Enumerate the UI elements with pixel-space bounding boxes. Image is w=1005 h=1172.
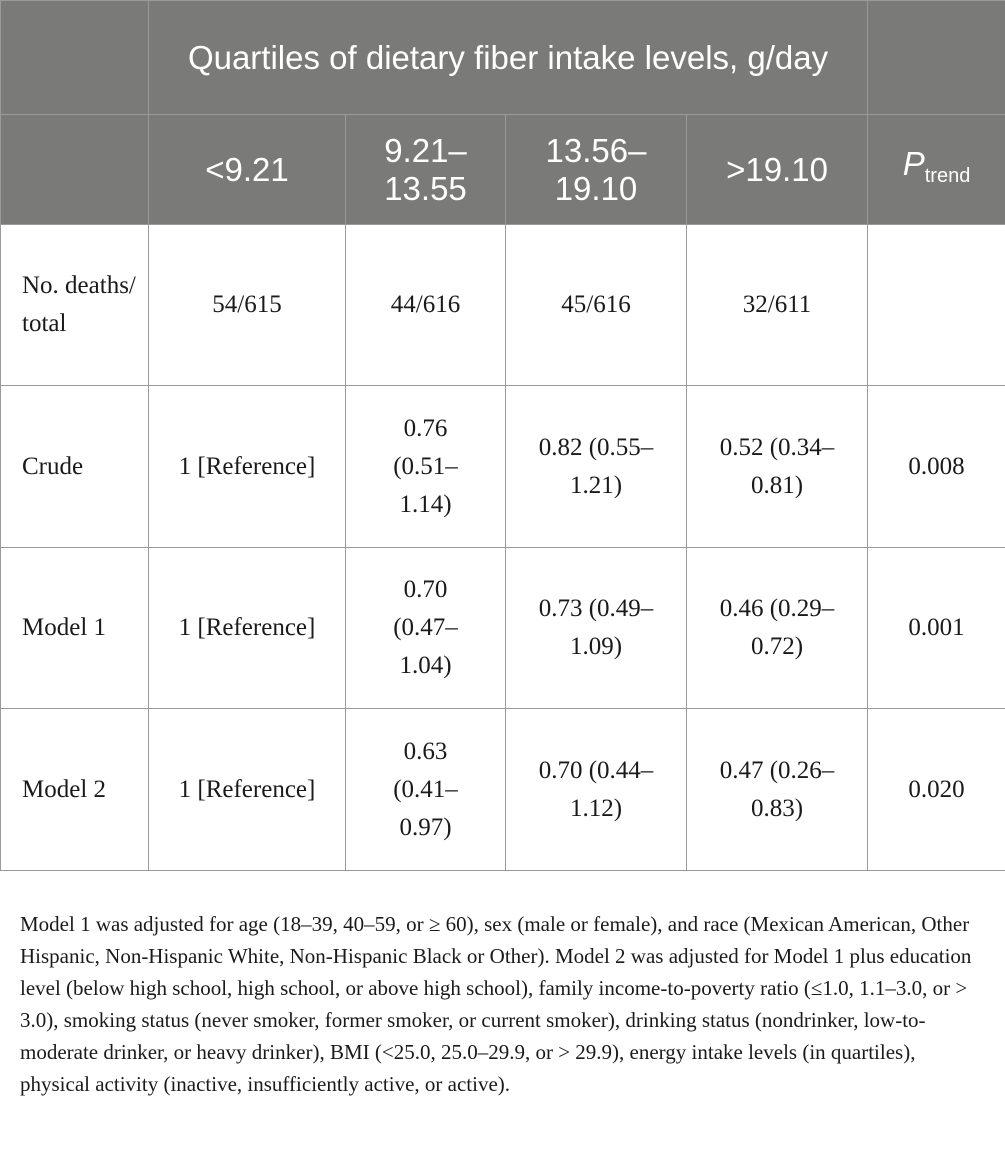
header-empty-cell-right — [868, 1, 1005, 115]
row-label: Crude — [1, 386, 149, 548]
table-cell: 44/616 — [346, 225, 506, 386]
quartiles-group-header: Quartiles of dietary fiber intake levels, g/day — [149, 1, 868, 115]
column-header-q2: 9.21–13.55 — [346, 115, 506, 225]
table-row — [1, 386, 1005, 548]
header-row-group — [1, 1, 1005, 115]
p-trend-cell — [868, 225, 1005, 386]
table-cell: 0.47 (0.26–0.83) — [687, 709, 868, 871]
header-row-columns — [1, 115, 1005, 225]
table-row — [1, 548, 1005, 709]
table-cell: 54/615 — [149, 225, 346, 386]
footnote-text: Model 1 was adjusted for age (18–39, 40–59, or ≥ 60), sex (male or female), and race (Mexican American, Other Hispanic, Non-Hispanic White, Non-Hispanic Black or Other). Model 2 was adjusted for Model 1 plus education level (below high school, high school, or above high school), family income-to-poverty ratio (≤1.0, 1.1–3.0, or > 3.0), smoking status (never smoker, former smoker, or current smoker), drinking status (nondrinker, low-to-moderate drinker, or heavy drinker), BMI (<25.0, 25.0–29.9, or > 29.9), energy intake levels (in quartiles), physical activity (inactive, insufficiently active, or active). — [20, 912, 972, 1096]
table-cell: 0.70 (0.44–1.12) — [506, 709, 687, 871]
table-cell: 0.70 (0.47–1.04) — [346, 548, 506, 709]
table-cell: 1 [Reference] — [149, 548, 346, 709]
table-row — [1, 709, 1005, 871]
row-label: Model 1 — [1, 548, 149, 709]
p-trend-main: P — [902, 144, 925, 182]
table-cell: 1 [Reference] — [149, 386, 346, 548]
p-trend-cell: 0.008 — [868, 386, 1005, 548]
p-trend-cell: 0.020 — [868, 709, 1005, 871]
row-label: No. deaths/ total — [1, 225, 149, 386]
table-cell: 32/611 — [687, 225, 868, 386]
table-row — [1, 225, 1005, 386]
column-header-q1: <9.21 — [149, 115, 346, 225]
table-cell: 0.46 (0.29–0.72) — [687, 548, 868, 709]
column-header-q3: 13.56–19.10 — [506, 115, 687, 225]
p-trend-subscript: trend — [924, 164, 971, 187]
table-cell: 0.73 (0.49–1.09) — [506, 548, 687, 709]
header-empty-label-cell — [1, 115, 149, 225]
table-cell: 1 [Reference] — [149, 709, 346, 871]
header-empty-cell — [1, 1, 149, 115]
column-header-q4: >19.10 — [687, 115, 868, 225]
table-footnote — [20, 908, 990, 1100]
p-trend-cell: 0.001 — [868, 548, 1005, 709]
table-cell: 45/616 — [506, 225, 687, 386]
column-header-p-trend — [868, 115, 1005, 225]
table-cell: 0.76 (0.51–1.14) — [346, 386, 506, 548]
table-cell: 0.52 (0.34–0.81) — [687, 386, 868, 548]
row-label: Model 2 — [1, 709, 149, 871]
table-cell: 0.63 (0.41–0.97) — [346, 709, 506, 871]
table-cell: 0.82 (0.55–1.21) — [506, 386, 687, 548]
